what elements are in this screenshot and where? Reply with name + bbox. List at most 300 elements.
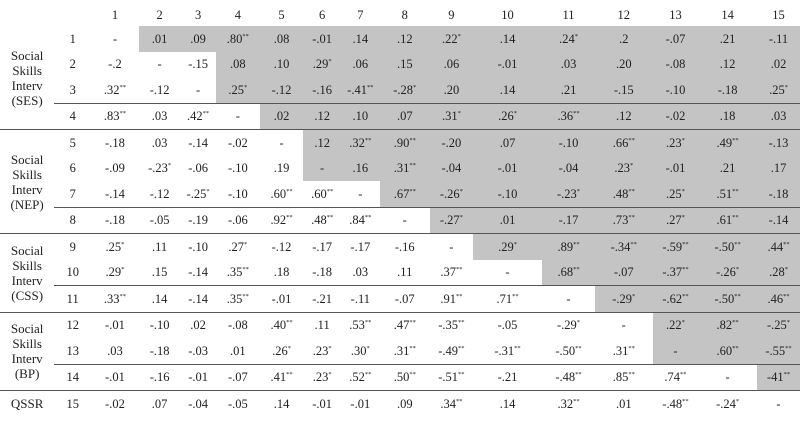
group-label-line: (NEP): [10, 196, 44, 212]
column-header: 6: [319, 8, 326, 23]
correlation-cell: [180, 391, 215, 417]
cell-value: -.48: [662, 396, 683, 411]
cell-value: .23: [614, 161, 630, 175]
correlation-cell: [341, 156, 379, 182]
table-row: [0, 312, 800, 338]
cell-value: -.06: [227, 213, 248, 227]
cell-value: .14: [499, 396, 516, 411]
correlation-cell: [91, 234, 139, 260]
cell-value: .61: [716, 213, 733, 227]
correlation-cell: [380, 156, 430, 182]
significance-marker: **: [242, 292, 249, 300]
cell-value: .03: [560, 57, 577, 71]
table-row: [0, 77, 800, 103]
correlation-cell: [542, 26, 595, 52]
cell-value: -.31: [494, 343, 515, 358]
table-row: [0, 260, 800, 286]
correlation-cell: [757, 260, 800, 286]
cell-value: -.14: [768, 213, 789, 227]
correlation-cell: [653, 364, 699, 391]
group-label-line: Skills: [12, 257, 42, 273]
significance-marker: *: [328, 344, 332, 352]
cell-value: -.02: [105, 396, 125, 411]
cell-value: -: [566, 291, 571, 306]
cell-value: .02: [770, 57, 787, 71]
correlation-cell: [303, 260, 341, 286]
correlation-cell: [653, 234, 699, 260]
cell-value: .12: [396, 31, 413, 46]
cell-value: -.14: [188, 135, 208, 150]
group-label-line: Social: [10, 321, 44, 337]
cell-value: .20: [443, 82, 460, 97]
correlation-cell: [698, 77, 757, 103]
correlation-cell: [260, 338, 303, 364]
correlation-cell: [260, 364, 303, 391]
correlation-cell: [260, 286, 303, 313]
cell-value: .02: [190, 318, 206, 332]
cell-value: .67: [393, 186, 410, 201]
row-number: 14: [54, 364, 91, 391]
significance-marker: **: [326, 214, 334, 221]
cell-value: -.34: [610, 239, 631, 254]
cell-value: .60: [311, 186, 327, 201]
cell-value: -.24: [716, 396, 736, 411]
significance-marker: **: [364, 371, 372, 378]
cell-value: .74: [664, 370, 681, 384]
cell-value: -.01: [271, 291, 292, 306]
cell-value: -.48: [555, 370, 576, 384]
significance-marker: **: [409, 371, 416, 378]
cell-value: .26: [272, 343, 288, 358]
table-row: [0, 181, 800, 207]
row-number: 5: [54, 130, 91, 156]
correlation-cell: [542, 364, 595, 391]
correlation-cell: [698, 260, 757, 286]
significance-marker: **: [734, 292, 741, 300]
significance-marker: **: [628, 136, 635, 144]
correlation-cell: [595, 260, 653, 286]
correlation-cell: [380, 130, 430, 156]
column-header: 14: [721, 8, 734, 23]
cell-value: -.01: [312, 31, 333, 46]
significance-marker: **: [119, 110, 127, 117]
significance-marker: *: [244, 240, 248, 248]
correlation-cell: [180, 338, 215, 364]
correlation-cell: [653, 103, 699, 130]
cell-value: -: [320, 161, 325, 175]
group-label-line: (SES): [11, 92, 43, 108]
correlation-cell: [430, 52, 473, 78]
significance-marker: **: [364, 136, 372, 144]
significance-marker: **: [326, 187, 334, 195]
cell-value: -: [673, 343, 678, 358]
correlation-cell: [698, 234, 757, 260]
significance-marker: **: [785, 344, 792, 352]
correlation-cell: [139, 312, 181, 338]
column-header: 8: [401, 8, 408, 23]
correlation-cell: [91, 181, 139, 207]
significance-marker: *: [457, 32, 461, 40]
cell-value: -.12: [271, 82, 292, 97]
correlation-cell: [542, 130, 595, 156]
correlation-cell: [139, 26, 181, 52]
group-label: [0, 312, 54, 391]
column-header: 12: [617, 8, 631, 23]
correlation-cell: [542, 338, 595, 364]
cell-value: .07: [151, 396, 168, 411]
row-number: 3: [69, 82, 76, 97]
cell-value: .42: [187, 109, 203, 123]
correlation-cell: [216, 312, 260, 338]
correlation-cell: [653, 130, 699, 156]
correlation-cell: [260, 130, 303, 156]
correlation-cell: [216, 130, 260, 156]
correlation-cell: [430, 26, 473, 52]
cell-value: .51: [716, 186, 733, 201]
cell-value: .03: [770, 109, 787, 123]
correlation-cell: [473, 312, 542, 338]
correlation-cell: [91, 286, 139, 313]
cell-value: -.04: [558, 161, 579, 175]
significance-marker: **: [286, 371, 293, 378]
correlation-cell: [139, 207, 181, 234]
correlation-cell: [380, 338, 430, 364]
correlation-cell: [303, 391, 341, 417]
cell-value: -.18: [105, 213, 125, 227]
cell-value: .80: [226, 31, 243, 46]
cell-value: .12: [314, 109, 330, 123]
correlation-cell: [341, 234, 379, 260]
correlation-cell: [341, 26, 379, 52]
column-header: 13: [669, 8, 682, 23]
cell-value: -.09: [105, 161, 125, 175]
cell-value: .48: [612, 186, 629, 201]
correlation-cell: [91, 130, 139, 156]
cell-value: -.04: [441, 161, 462, 175]
correlation-cell: [757, 312, 800, 338]
row-number: 11: [54, 286, 91, 313]
significance-marker: **: [286, 187, 293, 195]
correlation-cell: [430, 156, 473, 182]
cell-value: -.23: [148, 161, 168, 175]
significance-marker: **: [575, 344, 582, 352]
cell-value: .28: [769, 265, 785, 279]
correlation-cell: [216, 234, 260, 260]
cell-value: .15: [151, 265, 168, 279]
cell-value: -: [279, 135, 284, 150]
cell-value: .44: [767, 239, 784, 254]
correlation-cell: [341, 103, 379, 130]
cell-value: -: [196, 82, 201, 97]
cell-value: -.17: [312, 239, 333, 254]
significance-marker: *: [629, 162, 634, 169]
cell-value: .09: [190, 31, 206, 46]
row-number: 13: [66, 343, 79, 358]
significance-marker: **: [628, 371, 635, 378]
correlation-cell: [303, 26, 341, 52]
cell-value: -: [358, 186, 363, 201]
significance-marker: *: [784, 83, 788, 91]
cell-value: .01: [499, 213, 516, 227]
correlation-cell: [757, 338, 800, 364]
cell-value: -.29: [556, 318, 577, 332]
correlation-cell: [180, 364, 215, 391]
significance-marker: **: [409, 136, 416, 144]
correlation-cell: [757, 181, 800, 207]
significance-marker: *: [121, 240, 125, 248]
correlation-cell: [216, 77, 260, 103]
cell-value: -.18: [149, 343, 170, 358]
significance-marker: *: [576, 319, 581, 326]
correlation-cell: [180, 312, 215, 338]
correlation-cell: [698, 156, 757, 182]
row-number: 9: [54, 234, 91, 260]
cell-value: .06: [443, 57, 460, 71]
group-label-line: Skills: [12, 336, 42, 352]
group-label-line: Social: [10, 47, 44, 63]
correlation-cell: [139, 234, 181, 260]
correlation-cell: [180, 234, 215, 260]
significance-marker: *: [681, 136, 685, 144]
significance-marker: *: [574, 32, 578, 40]
cell-value: .09: [396, 396, 413, 411]
group-label-line: Social: [10, 242, 44, 258]
correlation-cell: [216, 52, 260, 78]
cell-value: -.08: [665, 57, 686, 71]
correlation-cell: [260, 103, 303, 130]
correlation-cell: [380, 286, 430, 313]
cell-value: .31: [393, 343, 410, 358]
correlation-cell: [380, 26, 430, 52]
table-row: [0, 26, 800, 52]
correlation-cell: [139, 130, 181, 156]
cell-value: -.50: [714, 291, 735, 306]
correlation-cell: [430, 364, 473, 391]
cell-value: .53: [349, 318, 365, 332]
correlation-cell: [139, 286, 181, 313]
correlation-cell: [473, 364, 542, 391]
significance-marker: **: [455, 266, 463, 273]
significance-marker: *: [287, 344, 291, 352]
correlation-cell: [380, 77, 430, 103]
correlation-cell: [216, 26, 260, 52]
cell-value: -.14: [188, 265, 208, 279]
cell-value: .34: [440, 396, 456, 411]
row-number: 15: [54, 391, 91, 417]
table-row: [0, 364, 800, 391]
table-body: [0, 5, 800, 417]
row-number: 2: [69, 57, 76, 71]
correlation-cell: [430, 103, 473, 130]
significance-marker: **: [119, 83, 127, 91]
cell-value: .14: [499, 31, 516, 46]
cell-value: .21: [719, 161, 736, 175]
correlation-cell: [757, 130, 800, 156]
correlation-cell: [542, 312, 595, 338]
cell-value: -.07: [227, 370, 248, 384]
cell-value: .08: [273, 31, 290, 46]
cell-value: .50: [393, 370, 410, 384]
cell-value: -: [621, 318, 626, 332]
correlation-cell: [180, 77, 215, 103]
correlation-cell: [380, 234, 430, 260]
blank-rownum: [54, 5, 91, 26]
correlation-cell: [430, 286, 473, 313]
header-row: [0, 5, 800, 26]
significance-marker: *: [735, 397, 740, 405]
significance-marker: *: [681, 187, 685, 195]
cell-value: -.55: [765, 343, 786, 358]
correlation-cell: [595, 286, 653, 313]
cell-value: -.17: [350, 239, 371, 254]
correlation-cell: [260, 391, 303, 417]
cell-value: -.17: [558, 213, 579, 227]
cell-value: -.01: [665, 161, 686, 175]
significance-marker: *: [459, 187, 463, 195]
group-label-line: QSSR: [10, 396, 44, 412]
cell-value: -.27: [439, 213, 460, 227]
correlation-cell: [430, 234, 473, 260]
cell-value: .07: [396, 109, 413, 123]
cell-value: .14: [352, 31, 369, 46]
significance-marker: *: [328, 371, 332, 378]
significance-marker: *: [366, 344, 370, 352]
cell-value: .46: [767, 291, 784, 306]
cell-value: .25: [228, 82, 245, 97]
correlation-cell: [473, 130, 542, 156]
correlation-cell: [473, 391, 542, 417]
cell-value: .03: [151, 135, 168, 150]
significance-marker: **: [202, 110, 210, 117]
correlation-cell: [341, 77, 379, 103]
correlation-cell: [260, 77, 303, 103]
cell-value: -.11: [768, 31, 789, 46]
correlation-cell: [757, 234, 800, 260]
correlation-cell: [473, 338, 542, 364]
correlation-cell: [473, 234, 542, 260]
significance-marker: **: [458, 319, 465, 326]
cell-value: .11: [152, 239, 168, 254]
cell-value: .15: [396, 57, 413, 71]
correlation-cell: [542, 52, 595, 78]
correlation-cell: [542, 181, 595, 207]
cell-value: .71: [496, 291, 513, 306]
significance-marker: **: [732, 214, 739, 221]
cell-value: .17: [770, 161, 787, 175]
cell-value: .14: [151, 291, 168, 306]
correlation-cell: [757, 77, 800, 103]
significance-marker: **: [458, 344, 465, 352]
correlation-cell: [653, 286, 699, 313]
correlation-cell: [595, 181, 653, 207]
cell-value: .21: [560, 82, 577, 97]
correlation-cell: [430, 207, 473, 234]
correlation-cell: [757, 52, 800, 78]
correlation-cell: [595, 26, 653, 52]
cell-value: .31: [612, 343, 629, 358]
cell-value: -.07: [394, 291, 415, 306]
group-label-line: Interv: [11, 351, 43, 367]
significance-marker: **: [680, 371, 687, 378]
cell-value: -.37: [662, 265, 683, 279]
correlation-cell: [180, 286, 215, 313]
cell-value: .01: [230, 343, 246, 358]
correlation-cell: [260, 26, 303, 52]
cell-value: .12: [314, 135, 330, 150]
correlation-cell: [380, 207, 430, 234]
correlation-cell: [595, 156, 653, 182]
cell-value: -.01: [497, 161, 518, 175]
cell-value: -.15: [613, 82, 634, 97]
blank-corner: [0, 5, 54, 26]
correlation-cell: [303, 181, 341, 207]
cell-value: .73: [612, 213, 629, 227]
significance-marker: *: [681, 319, 685, 326]
cell-value: -: [776, 396, 781, 411]
cell-value: -.50: [714, 239, 735, 254]
cell-value: .22: [666, 318, 682, 332]
significance-marker: *: [121, 266, 125, 273]
correlation-cell: [653, 26, 699, 52]
correlation-cell: [542, 103, 595, 130]
significance-marker: **: [286, 214, 293, 221]
correlation-cell: [595, 364, 653, 391]
correlation-cell: [653, 391, 699, 417]
cell-value: .03: [107, 343, 123, 358]
cell-value: .08: [230, 57, 246, 71]
cell-value: -.13: [768, 135, 789, 150]
cell-value: .82: [716, 318, 733, 332]
correlation-table: [0, 5, 800, 417]
table-row: [0, 52, 800, 78]
correlation-cell: [380, 312, 430, 338]
cell-value: -.59: [662, 239, 683, 254]
significance-marker: *: [413, 83, 417, 91]
correlation-cell: [180, 103, 215, 130]
correlation-cell: [180, 181, 215, 207]
correlation-cell: [341, 391, 379, 417]
cell-value: .10: [273, 57, 290, 71]
significance-marker: **: [455, 292, 463, 300]
correlation-cell: [341, 364, 379, 391]
cell-value: .23: [312, 370, 329, 384]
significance-marker: *: [206, 187, 210, 195]
cell-value: .24: [559, 31, 575, 46]
correlation-cell: [139, 77, 181, 103]
cell-value: .40: [270, 318, 287, 332]
significance-marker: **: [409, 319, 416, 326]
correlation-cell: [430, 77, 473, 103]
correlation-cell: [303, 52, 341, 78]
correlation-cell: [380, 103, 430, 130]
correlation-cell: [216, 207, 260, 234]
correlation-cell: [542, 286, 595, 313]
correlation-cell: [303, 77, 341, 103]
cell-value: -.10: [227, 161, 248, 175]
cell-value: .20: [615, 57, 632, 71]
row-number: 10: [66, 265, 79, 279]
correlation-cell: [542, 260, 595, 286]
group-label: [0, 391, 54, 417]
significance-marker: **: [512, 292, 519, 300]
cell-value: .14: [499, 82, 516, 97]
correlation-cell: [653, 207, 699, 234]
cell-value: .31: [393, 161, 410, 175]
column-header: 11: [562, 8, 575, 23]
cell-value: .90: [393, 135, 410, 150]
cell-value: -.16: [312, 82, 333, 97]
correlation-cell: [216, 181, 260, 207]
